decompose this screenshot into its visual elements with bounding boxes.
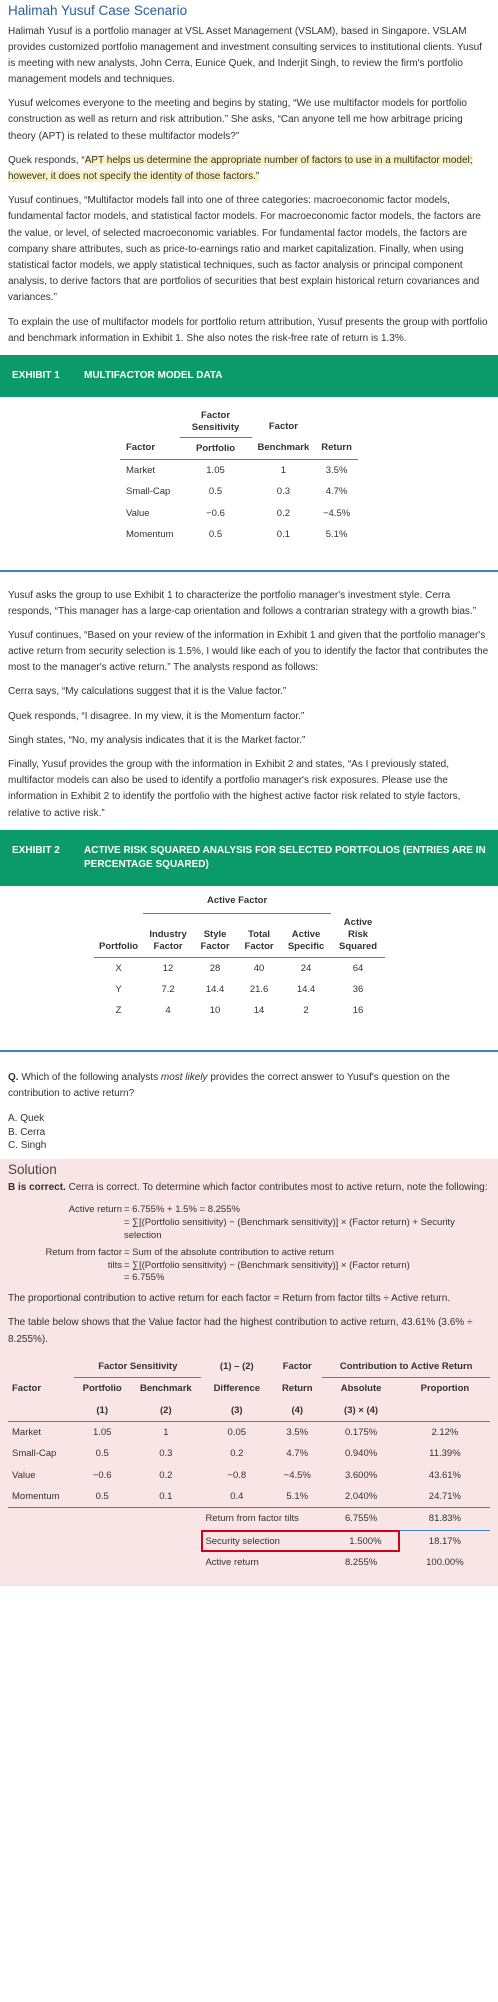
cell: 0.5 <box>95 1448 109 1460</box>
table-row <box>8 1486 490 1508</box>
cell: Market <box>12 1426 42 1438</box>
cell: Value <box>126 507 150 519</box>
cell: Market <box>126 465 156 477</box>
cell: −4.5% <box>322 507 351 519</box>
cell: 7.2 <box>161 984 175 996</box>
question-text-emphasis: most likely <box>160 1071 208 1083</box>
cell: 0.3 <box>159 1448 173 1460</box>
cell: 0.175% <box>344 1426 378 1438</box>
cell: 0.3 <box>276 486 290 498</box>
cell: 0.5 <box>208 486 223 498</box>
solution-intro <box>8 1180 490 1196</box>
col-number: (3) <box>230 1404 243 1416</box>
cell: 11.39% <box>429 1448 461 1460</box>
cell: 0.2 <box>276 507 290 519</box>
cell: 4 <box>165 1005 171 1017</box>
cell: Z <box>115 1005 122 1017</box>
exhibit-2-divider <box>0 1050 498 1052</box>
quek-intro-text: Quek responds, “ <box>8 154 85 166</box>
ex1-col-factor: Factor <box>126 442 156 454</box>
cell: 2.12% <box>431 1426 459 1438</box>
paragraph-exhibit1-intro: To explain the use of multifactor models for portfolio return attribution, Yusuf presents the group with portfolio and benchmark information in Exhibit 1. She also notes the risk-free rate of return is 1.3%. <box>8 316 488 344</box>
table-row <box>8 1443 490 1464</box>
cell: 0.4 <box>230 1491 244 1503</box>
cell: 1 <box>280 465 287 477</box>
cell: 12 <box>162 962 174 974</box>
cell: 0.940% <box>344 1448 378 1460</box>
cell: Small-Cap <box>12 1448 57 1460</box>
cell: 28 <box>209 962 221 974</box>
exhibit-1-number: EXHIBIT 1 <box>12 369 60 381</box>
exhibit-1-divider <box>0 570 498 572</box>
cell: 0.2 <box>230 1448 244 1460</box>
answer-options <box>8 1112 490 1153</box>
formula-line: = ∑[(Portfolio sensitivity) − (Benchmark sensitivity)] × (Factor return) <box>124 1259 410 1271</box>
cell: 64 <box>352 962 364 974</box>
col-number: (2) <box>160 1404 172 1416</box>
ex1-group-factor: Factor <box>268 420 298 432</box>
cell: 14 <box>253 1005 265 1017</box>
cell: 3.600% <box>344 1469 378 1481</box>
correct-label: B is correct. <box>8 1182 66 1194</box>
cell: −0.8 <box>227 1469 247 1481</box>
table-row <box>8 1421 490 1443</box>
cell: −4.5% <box>283 1469 311 1481</box>
cell: 0.2 <box>159 1469 173 1481</box>
ex2-col-style: Style Factor <box>200 928 230 953</box>
solution-heading: Solution <box>8 1161 57 1177</box>
sol-group-difference: (1) – (2) <box>219 1361 254 1373</box>
col-number: (4) <box>291 1404 304 1416</box>
ex1-col-portfolio: Portfolio <box>195 442 236 454</box>
paragraph-style: Yusuf asks the group to use Exhibit 1 to characterize the portfolio manager's investment style. Cerra responds, “This manager has a large-cap orientation and follows a contrarian strategy with a growth bias.” <box>8 589 477 617</box>
cell: 0.05 <box>227 1426 247 1438</box>
solution-intro-text: Cerra is correct. To determine which factor contributes most to active return, note the following: <box>68 1182 488 1194</box>
cell: Small-Cap <box>126 486 171 498</box>
cell: 21.6 <box>249 984 269 996</box>
ex2-group-active-factor: Active Factor <box>143 892 331 914</box>
summary-row-active-return <box>8 1552 490 1573</box>
paragraph-cerra: Cerra says, “My calculations suggest that it is the Value factor.” <box>8 686 287 698</box>
cell: 2 <box>303 1005 309 1017</box>
option-c[interactable]: C. Singh <box>8 1140 47 1152</box>
sol-col-proportion: Proportion <box>420 1383 470 1395</box>
cell: 43.61% <box>428 1469 462 1481</box>
cell: 1.05 <box>206 465 225 477</box>
paragraph-meeting: Yusuf welcomes everyone to the meeting and begins by stating, “We use multifactor models for portfolio construction as well as return and risk attribution.” She asks, “Can anyone tell me how arbitrage pricing theory (APT) is related to these multifactor models?” <box>8 98 467 142</box>
sol-group-factor: Factor <box>282 1361 312 1373</box>
paragraph-quek-apt <box>8 153 490 185</box>
summary-absolute: 1.500% <box>349 1535 382 1547</box>
table-row <box>120 503 358 524</box>
sol-col-benchmark: Benchmark <box>139 1383 192 1395</box>
cell: 1.05 <box>92 1426 112 1438</box>
cell: 14.4 <box>296 984 316 996</box>
summary-proportion: 81.83% <box>400 1508 490 1530</box>
sol-group-factor-sensitivity: Factor Sensitivity <box>74 1356 201 1378</box>
ex1-col-return: Return <box>321 442 352 454</box>
cell: 4.7% <box>286 1448 309 1460</box>
exhibit-2-table <box>94 892 385 1022</box>
option-b[interactable]: B. Cerra <box>8 1126 46 1138</box>
formula-active-return-label: Active return <box>68 1204 122 1216</box>
cell: Momentum <box>12 1491 60 1503</box>
paragraph-singh: Singh states, “No, my analysis indicates that it is the Market factor.” <box>8 734 306 746</box>
cell: 24.71% <box>428 1491 462 1503</box>
ex1-col-benchmark: Benchmark <box>257 442 310 454</box>
summary-proportion: 100.00% <box>426 1557 464 1569</box>
paragraph-quek: Quek responds, “I disagree. In my view, it is the Momentum factor.” <box>8 710 305 722</box>
col-number <box>400 1400 490 1422</box>
cell: 0.5 <box>208 529 223 541</box>
cell: 3.5% <box>325 465 348 477</box>
cell: 5.1% <box>286 1491 309 1503</box>
cell: 36 <box>352 984 364 996</box>
question-block <box>0 1070 498 1153</box>
ex2-col-active-specific: Active Specific <box>287 928 325 953</box>
cell: 5.1% <box>325 529 348 541</box>
summary-label: Return from factor tilts <box>201 1508 322 1530</box>
col-number <box>8 1400 74 1422</box>
col-number: (3) × (4) <box>344 1404 379 1416</box>
cell: 0.5 <box>95 1491 109 1503</box>
summary-row-factor-tilts <box>8 1508 490 1530</box>
exhibit-2 <box>0 830 498 1052</box>
exhibit-2-title: ACTIVE RISK SQUARED ANALYSIS FOR SELECTED PORTFOLIOS (ENTRIES ARE IN PERCENTAGE SQUARED) <box>84 844 486 870</box>
formula-block <box>42 1204 490 1285</box>
exhibit-1-title: MULTIFACTOR MODEL DATA <box>84 369 223 381</box>
cell: 24 <box>300 962 312 974</box>
formula-line: = Sum of the absolute contribution to active return <box>124 1246 334 1258</box>
cell: 0.1 <box>159 1491 173 1503</box>
formula-line: = 6.755% <box>124 1272 165 1284</box>
ex1-group-factor-sensitivity: Factor Sensitivity <box>180 407 252 437</box>
cell: 16 <box>352 1005 364 1017</box>
summary-row-security-selection <box>8 1530 490 1552</box>
paragraph-active-return: Yusuf continues, “Based on your review of the information in Exhibit 1 and given that the portfolio manager's active return from security selection is 1.5%, I would like each of you to identify the factor that contributes the most to the manager's active return.” The analysts respond as follows: <box>8 629 489 674</box>
formula-factor-tilts-label: Return from factor tilts <box>45 1246 122 1271</box>
ex2-col-portfolio: Portfolio <box>99 941 139 953</box>
case-title: Halimah Yusuf Case Scenario <box>8 3 188 18</box>
summary-absolute: 8.255% <box>344 1557 378 1569</box>
ex2-col-total: Total Factor <box>244 928 274 953</box>
cell: Y <box>115 984 122 996</box>
formula-line: = 6.755% + 1.5% = 8.255% <box>124 1204 240 1216</box>
table-row <box>94 979 385 1000</box>
summary-label: Active return <box>205 1557 259 1569</box>
cell: 40 <box>253 962 265 974</box>
question-text-pre: Which of the following analysts <box>21 1071 159 1083</box>
exhibit-2-header <box>0 830 498 886</box>
solution-panel <box>0 1159 498 1586</box>
cell: −0.6 <box>206 507 225 519</box>
question-text-post: provides the correct answer to Yusuf's question on the contribution to active return? <box>8 1071 450 1099</box>
paragraph-model-types: Yusuf continues, “Multifactor models fall into one of three categories: macroeconomic factor models, fundamental factor models, and statistical factor models. For macroeconomic factor models, the factors are the value, or level, of selected macroeconomic variables. For fundamental factor models, the factors are company share attributes, such as price-to-earnings ratio and market capitalization. Finally, when using statistical factor models, we apply statistical techniques, such as factor analysis or principal component analysis, to derive factors that are portfolios of securities that best explain historical return covariances and variances.” <box>8 195 481 304</box>
sol-col-portfolio: Portfolio <box>82 1383 122 1395</box>
cell: 0.1 <box>276 529 290 541</box>
cell: 10 <box>209 1005 221 1017</box>
exhibit-1-header <box>0 355 498 397</box>
cell: −0.6 <box>92 1469 112 1481</box>
highlighted-answer: APT helps us determine the appropriate number of factors to use in a multifactor model; however, it does not specify the identity of those factors.” <box>8 154 473 183</box>
solution-table <box>8 1356 490 1574</box>
paragraph-exhibit2-intro: Finally, Yusuf provides the group with the information in Exhibit 2 and states, “As I previously stated, multifactor models can also be used to identify a portfolio manager's risk exposures. Please use the information in Exhibit 2 to identify the portfolio with the highest active factor risk related to style factors, relative to active risk.” <box>8 759 461 819</box>
sol-col-return: Return <box>281 1382 313 1394</box>
cell: 2.040% <box>344 1491 378 1503</box>
table-row <box>94 1000 385 1021</box>
cell: Value <box>12 1469 36 1481</box>
cell: 1 <box>163 1426 169 1438</box>
table-row <box>120 524 358 545</box>
table-row <box>120 481 358 502</box>
proportional-text: The proportional contribution to active return for each factor = Return from factor tilts ÷ Active return. <box>8 1293 451 1305</box>
table-row <box>8 1465 490 1486</box>
question-label: Q. <box>8 1071 19 1083</box>
cell: 14.4 <box>205 984 225 996</box>
sol-col-factor: Factor <box>12 1382 42 1394</box>
question-text <box>8 1070 490 1102</box>
summary-absolute: 6.755% <box>322 1508 399 1530</box>
option-a[interactable]: A. Quek <box>8 1113 45 1125</box>
col-number: (1) <box>96 1404 108 1416</box>
exhibit-2-number: EXHIBIT 2 <box>12 844 60 856</box>
sol-col-absolute: Absolute <box>340 1383 382 1395</box>
paragraph-intro: Halimah Yusuf is a portfolio manager at VSL Asset Management (VSLAM), based in Singapore. VSLAM provides customized portfolio management and investment consulting services to institutional clients. Yusuf is meeting with new analysts, John Cerra, Eunice Quek, and Inderjit Singh, to review the firm's portfolio management models and techniques. <box>8 25 482 86</box>
table-row <box>94 957 385 979</box>
cell: X <box>115 962 122 974</box>
sol-col-difference: Difference <box>213 1382 261 1394</box>
exhibit-1 <box>0 355 498 572</box>
ex2-col-active-risk-squared: Active Risk Squared <box>339 916 378 953</box>
cell: 4.7% <box>325 486 348 498</box>
sol-group-contribution: Contribution to Active Return <box>322 1356 490 1378</box>
table-explanation: The table below shows that the Value factor had the highest contribution to active return, 43.61% (3.6% ÷ 8.255%). <box>8 1317 473 1345</box>
cell: Momentum <box>126 529 174 541</box>
formula-line: = ∑[(Portfolio sensitivity) − (Benchmark sensitivity)] × (Factor return) + Security selection <box>124 1217 455 1242</box>
ex2-col-industry: Industry Factor <box>149 928 187 953</box>
table-row <box>120 460 358 482</box>
cell: 3.5% <box>286 1426 309 1438</box>
exhibit-1-table <box>120 407 358 546</box>
summary-proportion: 18.17% <box>428 1535 462 1547</box>
highlight-security-selection <box>201 1530 399 1552</box>
summary-label: Security selection <box>205 1535 280 1547</box>
